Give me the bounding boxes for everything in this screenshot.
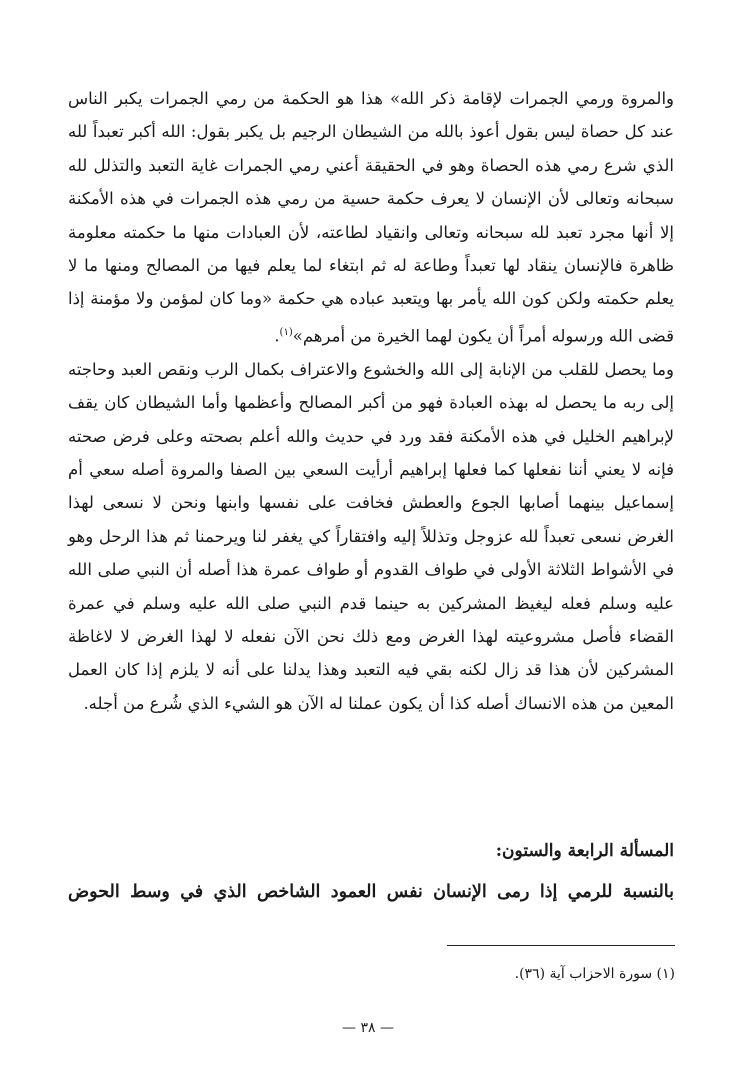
page-number: — ٣٨ — [342, 1020, 394, 1036]
paragraph-1: والمروة ورمي الجمرات لإقامة ذكر الله» هذا هو الحكمة من رمي الجمرات يكبر الناس عند كل حصاة ليس بقول أعوذ بالله من الشيطان الرجيم بل يكبر بقول: الله أكبر تعبداً لله الذي شرع رمي هذه الحصاة وهو في الحقيقة أعني رمي الجمرات غاية التعبد والتذلل لله سبحانه وتعالى لأن الإنسان لا يعرف حكمة حسية من رمي هذه الجمرات في هذه الأمكنة إلا أنها مجرد تعبد لله سبحانه وتعالى وانقياد لطاعته، لأن العبادات منها ما حكمته معلومة ظاهرة فالإنسان ينقاد لها تعبداً وطاعة له ثم ابتغاء لما يعلم فيها من المصالح ومنها ما لا يعلم حكمته ولكن كون الله يأمر بها ويتعبد عباده هي حكمة «وما كان لمؤمن ولا مؤمنة إذا قضى الله ورسوله أمراً أن يكون لهما الخيرة من أمرهم»$^{(١)}$. [68, 89, 674, 346]
question-heading: المسألة الرابعة والستون: [495, 841, 674, 861]
footnote: (١) سورة الاحزاب آية (٣٦). [514, 966, 675, 982]
footnote-divider [447, 945, 675, 946]
paragraph-1-text: والمروة ورمي الجمرات لإقامة ذكر الله» هذا هو الحكمة من رمي الجمرات يكبر الناس عند كل حصاة ليس بقول أعوذ بالله من الشيطان الرجيم بل يكبر بقول: الله أكبر تعبداً لله الذي شرع رمي هذه الحصاة وهو في الحقيقة أعني رمي الجمرات غاية التعبد والتذلل لله سبحانه وتعالى لأن الإنسان لا يعرف حكمة حسية من رمي هذه الجمرات في هذه الأمكنة إلا أنها مجرد تعبد لله سبحانه وتعالى وانقياد لطاعته، لأن العبادات منها ما حكمته معلومة ظاهرة فالإنسان ينقاد لها تعبداً وطاعة له ثم ابتغاء لما يعلم فيها من المصالح ومنها ما لا يعلم حكمته ولكن كون الله يأمر بها ويتعبد عباده هي حكمة «وما كان لمؤمن ولا مؤمنة إذا قضى الله ورسوله أمراً أن يكون لهما الخيرة من أمرهم» [68, 89, 674, 346]
main-text [68, 82, 674, 720]
footnote-reference: (١) [279, 326, 293, 338]
question-subtitle: بالنسبة للرمي إذا رمى الإنسان نفس العمود الشاخص الذي في وسط الحوض [68, 882, 674, 902]
paragraph-2: وما يحصل للقلب من الإنابة إلى الله والخشوع والاعتراف بكمال الرب ونقص العبد وحاجته إلى ربه ما يحصل له بهذه العبادة فهو من أكبر المصالح وأعظمها وأما الشيطان كان يقف لإبراهيم الخليل في هذه الأمكنة فقد ورد في حديث والله أعلم بصحته وعلى فرض صحته فإنه لا يعني أننا نفعلها كما فعلها إبراهيم أرأيت السعي بين الصفا والمروة أصله سعي أم إسماعيل بينهما أصابها الجوع والعطش فخافت على نفسها وابنها ونحن لا نسعى لهذا الغرض نسعى تعبداً لله عزوجل وتذللاً إليه وافتقاراً كي يغفر لنا ويرحمنا ثم هذا الرحل وهو في الأشواط الثلاثة الأولى في طواف القدوم أو طواف عمرة هذا أصله أن النبي صلى الله عليه وسلم فعله ليغيظ المشركين به حينما قدم النبي صلى الله عليه وسلم في عمرة القضاء فأصل مشروعيته لهذا الغرض ومع ذلك نحن الآن نفعله لا لهذا الغرض لا لاغاظة المشركين لأن هذا قد زال لكنه بقي فيه التعبد وهذا يدلنا على أنه لا يلزم إذا كان العمل المعين من هذه الانساك أصله كذا أن يكون عملنا له الآن هو الشيء الذي شُرع من أجله. [68, 359, 674, 713]
